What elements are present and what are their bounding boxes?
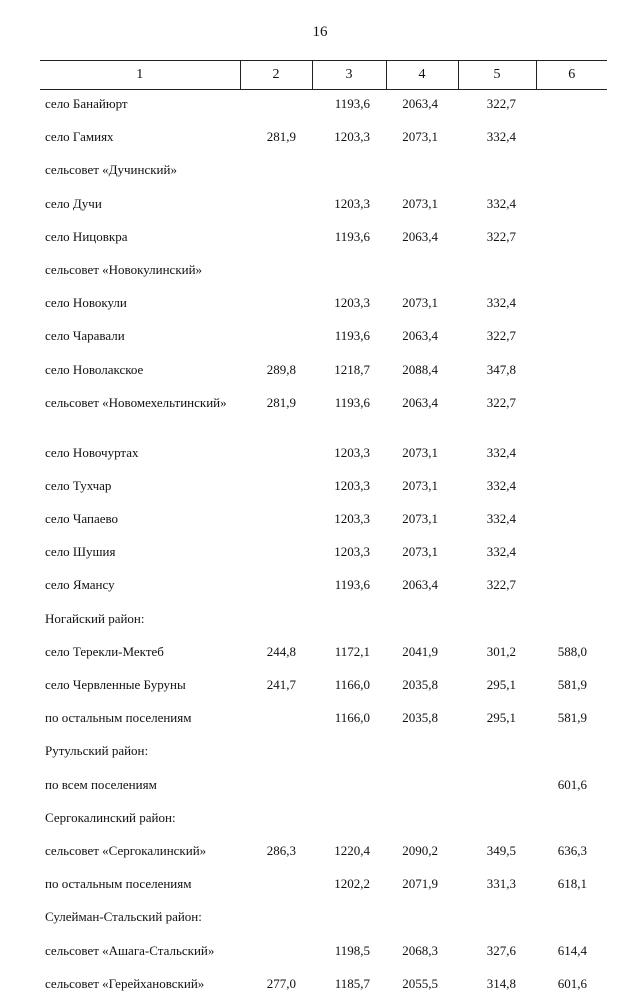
- value-cell-col3: [312, 804, 386, 837]
- value-cell-col3: 1220,4: [334, 842, 370, 858]
- table-row: [40, 389, 607, 439]
- value-cell-col3: 1203,3: [334, 477, 370, 493]
- value-cell-col4: 2055,5: [402, 975, 438, 991]
- value-cell-col3: [312, 156, 386, 189]
- table-row: [40, 903, 607, 936]
- settlement-name: село Ницовкра: [45, 228, 128, 244]
- table-row: [40, 156, 607, 189]
- value-cell-col2: 286,3: [266, 842, 296, 858]
- settlement-name: Сергокалинский район:: [45, 809, 176, 825]
- value-cell-col2: [240, 870, 312, 903]
- value-cell-col3: 1198,5: [334, 942, 370, 958]
- value-cell-col3: 1193,6: [334, 96, 370, 111]
- settlement-name: село Ямансу: [45, 577, 115, 593]
- value-cell-col2: [240, 737, 312, 770]
- value-cell-col6: [536, 356, 607, 389]
- table-body: [40, 90, 607, 1003]
- table-row: [40, 223, 607, 256]
- value-cell-col6: 601,6: [557, 975, 587, 991]
- value-cell-col5: 322,7: [486, 96, 516, 111]
- settlement-name: по остальным поселениям: [45, 876, 192, 892]
- table-row: [40, 472, 607, 505]
- value-cell-col5: 347,8: [486, 361, 516, 377]
- value-cell-col6: [536, 903, 607, 936]
- settlement-name: село Новолакское: [45, 361, 144, 377]
- value-cell-col5: [458, 737, 536, 770]
- value-cell-col6: [536, 505, 607, 538]
- value-cell-col4: [386, 605, 458, 638]
- value-cell-col6: [536, 737, 607, 770]
- value-cell-col6: [536, 538, 607, 571]
- value-cell-col5: 314,8: [486, 975, 516, 991]
- value-cell-col3: [312, 903, 386, 936]
- value-cell-col2: 244,8: [266, 643, 296, 659]
- table-row: [40, 356, 607, 389]
- table-row: [40, 870, 607, 903]
- table-row: [40, 505, 607, 538]
- value-cell-col2: 281,9: [266, 129, 296, 145]
- value-cell-col4: 2073,1: [402, 295, 438, 311]
- value-cell-col3: 1218,7: [334, 361, 370, 377]
- settlement-name: село Гамиях: [45, 129, 114, 145]
- settlement-name: село Терекли-Мектеб: [45, 643, 164, 659]
- column-header: 4: [386, 61, 458, 90]
- settlement-name: Ногайский район:: [45, 610, 145, 626]
- column-header: 2: [240, 61, 312, 90]
- value-cell-col5: 332,4: [486, 544, 516, 560]
- value-cell-col6: 588,0: [557, 643, 587, 659]
- value-cell-col6: 618,1: [557, 876, 587, 892]
- value-cell-col4: [386, 156, 458, 189]
- value-cell-col6: [536, 472, 607, 505]
- table-row: [40, 804, 607, 837]
- value-cell-col4: [386, 903, 458, 936]
- value-cell-col6: [536, 123, 607, 156]
- table-row: [40, 671, 607, 704]
- value-cell-col3: 1203,3: [334, 295, 370, 311]
- value-cell-col4: 2063,4: [402, 328, 438, 344]
- value-cell-col2: [240, 538, 312, 571]
- table-row: [40, 289, 607, 322]
- settlement-name: сельсовет «Ашага-Стальский»: [45, 942, 215, 958]
- value-cell-col5: [458, 605, 536, 638]
- value-cell-col3: 1166,0: [334, 710, 370, 726]
- value-cell-col4: 2068,3: [402, 942, 438, 958]
- value-cell-col3: 1193,6: [334, 577, 370, 593]
- value-cell-col5: 331,3: [486, 876, 516, 892]
- page-number: 16: [312, 24, 328, 40]
- value-cell-col4: 2073,1: [402, 195, 438, 211]
- value-cell-col2: [240, 605, 312, 638]
- value-cell-col2: [240, 472, 312, 505]
- value-cell-col3: 1193,6: [334, 328, 370, 344]
- settlement-name: по всем поселениям: [45, 776, 157, 792]
- value-cell-col2: [240, 190, 312, 223]
- value-cell-col6: [536, 90, 607, 124]
- table-row: [40, 704, 607, 737]
- value-cell-col4: [386, 771, 458, 804]
- value-cell-col3: [312, 771, 386, 804]
- value-cell-col3: 1185,7: [334, 975, 370, 991]
- value-cell-col3: 1203,3: [334, 129, 370, 145]
- value-cell-col3: 1203,3: [334, 195, 370, 211]
- value-cell-col5: 332,4: [486, 477, 516, 493]
- column-header: 1: [40, 61, 240, 90]
- value-cell-col5: 332,4: [486, 195, 516, 211]
- settlement-name: село Новочуртах: [45, 444, 139, 460]
- value-cell-col6: 581,9: [557, 677, 587, 692]
- settlement-name: сельсовет «Герейхановский»: [45, 975, 205, 991]
- value-cell-col3: 1166,0: [334, 677, 370, 692]
- column-header: 5: [458, 61, 536, 90]
- value-cell-col4: 2041,9: [402, 643, 438, 659]
- value-cell-col2: [240, 322, 312, 355]
- settlement-name: село Чаравали: [45, 328, 125, 344]
- table-row: [40, 123, 607, 156]
- value-cell-col2: [240, 937, 312, 970]
- table-row: [40, 439, 607, 472]
- table-row: [40, 190, 607, 223]
- value-cell-col4: 2071,9: [402, 876, 438, 892]
- value-cell-col6: [536, 605, 607, 638]
- value-cell-col2: 241,7: [266, 677, 296, 692]
- value-cell-col2: [240, 571, 312, 604]
- value-cell-col6: [536, 223, 607, 256]
- value-cell-col2: [240, 256, 312, 289]
- value-cell-col4: 2073,1: [402, 444, 438, 460]
- value-cell-col5: 332,4: [486, 444, 516, 460]
- value-cell-col2: [240, 804, 312, 837]
- value-cell-col5: [458, 804, 536, 837]
- value-cell-col4: [386, 804, 458, 837]
- table-row: [40, 937, 607, 970]
- settlement-name: по остальным поселениям: [45, 710, 192, 726]
- value-cell-col5: 349,5: [486, 842, 516, 858]
- table-row: [40, 638, 607, 671]
- value-cell-col5: 301,2: [486, 643, 516, 659]
- value-cell-col2: 289,8: [266, 361, 296, 377]
- settlement-name: Сулейман-Стальский район:: [45, 909, 202, 925]
- value-cell-col4: 2063,4: [402, 394, 438, 410]
- value-cell-col3: 1203,3: [334, 544, 370, 560]
- value-cell-col6: [536, 289, 607, 322]
- column-header: 3: [312, 61, 386, 90]
- value-cell-col4: 2063,4: [402, 577, 438, 593]
- settlement-name: село Банайюрт: [45, 96, 128, 111]
- value-cell-col6: [536, 322, 607, 355]
- value-cell-col5: 295,1: [486, 677, 516, 692]
- settlement-name: село Червленные Буруны: [45, 677, 186, 692]
- table-row: [40, 737, 607, 770]
- value-cell-col6: [536, 804, 607, 837]
- value-cell-col5: 322,7: [486, 328, 516, 344]
- settlement-name: село Чапаево: [45, 511, 119, 527]
- value-cell-col3: 1202,2: [334, 876, 370, 892]
- value-cell-col2: [240, 223, 312, 256]
- settlement-name: село Тухчар: [45, 477, 112, 493]
- settlement-name: село Дучи: [45, 195, 102, 211]
- value-cell-col6: [536, 256, 607, 289]
- value-cell-col5: [458, 771, 536, 804]
- value-cell-col5: 322,7: [486, 228, 516, 244]
- table-header-row: [40, 61, 607, 90]
- value-cell-col3: 1203,3: [334, 511, 370, 527]
- settlement-name: Рутульский район:: [45, 743, 149, 759]
- value-cell-col6: 601,6: [557, 776, 587, 792]
- table-row: [40, 605, 607, 638]
- value-cell-col2: [240, 771, 312, 804]
- settlement-name: сельсовет «Дучинский»: [45, 162, 177, 178]
- settlement-name: сельсовет «Новомехельтинский»: [45, 394, 227, 410]
- value-cell-col2: [240, 704, 312, 737]
- value-cell-col2: [240, 505, 312, 538]
- value-cell-col3: 1193,6: [334, 394, 370, 410]
- value-cell-col4: [386, 737, 458, 770]
- value-cell-col2: 277,0: [266, 975, 296, 991]
- value-cell-col2: [240, 903, 312, 936]
- table-row: [40, 837, 607, 870]
- value-cell-col5: 322,7: [486, 577, 516, 593]
- value-cell-col2: [240, 90, 312, 124]
- value-cell-col6: [536, 156, 607, 189]
- value-cell-col4: 2063,4: [402, 228, 438, 244]
- value-cell-col5: [458, 256, 536, 289]
- value-cell-col5: 327,6: [486, 942, 516, 958]
- tariff-table: [40, 60, 607, 1003]
- value-cell-col5: 332,4: [486, 129, 516, 145]
- value-cell-col2: [240, 156, 312, 189]
- settlement-name: село Новокули: [45, 295, 127, 311]
- value-cell-col5: 332,4: [486, 511, 516, 527]
- value-cell-col3: 1193,6: [334, 228, 370, 244]
- value-cell-col3: 1172,1: [334, 643, 370, 659]
- value-cell-col6: 581,9: [557, 710, 587, 726]
- value-cell-col3: [312, 256, 386, 289]
- value-cell-col2: [240, 289, 312, 322]
- value-cell-col5: 295,1: [486, 710, 516, 726]
- value-cell-col4: 2073,1: [402, 544, 438, 560]
- value-cell-col6: 614,4: [557, 942, 587, 958]
- value-cell-col4: 2073,1: [402, 511, 438, 527]
- table-row: [40, 571, 607, 604]
- value-cell-col3: [312, 737, 386, 770]
- column-header: 6: [536, 61, 607, 90]
- value-cell-col2: [240, 439, 312, 472]
- value-cell-col4: [386, 256, 458, 289]
- value-cell-col3: 1203,3: [334, 444, 370, 460]
- value-cell-col6: [536, 190, 607, 223]
- value-cell-col4: 2035,8: [402, 677, 438, 692]
- value-cell-col6: [536, 571, 607, 604]
- table-row: [40, 970, 607, 1003]
- value-cell-col6: [536, 439, 607, 472]
- settlement-name: село Шушия: [45, 544, 116, 560]
- table-row: [40, 90, 607, 124]
- table-row: [40, 322, 607, 355]
- settlement-name: сельсовет «Новокулинский»: [45, 261, 203, 277]
- value-cell-col4: 2090,2: [402, 842, 438, 858]
- value-cell-col4: 2063,4: [402, 96, 438, 111]
- value-cell-col5: 332,4: [486, 295, 516, 311]
- value-cell-col4: 2035,8: [402, 710, 438, 726]
- table-row: [40, 538, 607, 571]
- value-cell-col5: [458, 156, 536, 189]
- value-cell-col2: 281,9: [266, 394, 296, 410]
- table-row: [40, 256, 607, 289]
- value-cell-col4: 2073,1: [402, 129, 438, 145]
- settlement-name: сельсовет «Сергокалинский»: [45, 842, 207, 858]
- value-cell-col4: 2073,1: [402, 477, 438, 493]
- value-cell-col6: 636,3: [557, 842, 587, 858]
- table-row: [40, 771, 607, 804]
- value-cell-col3: [312, 605, 386, 638]
- value-cell-col5: [458, 903, 536, 936]
- value-cell-col5: 322,7: [486, 394, 516, 410]
- value-cell-col4: 2088,4: [402, 361, 438, 377]
- value-cell-col6: [536, 389, 607, 439]
